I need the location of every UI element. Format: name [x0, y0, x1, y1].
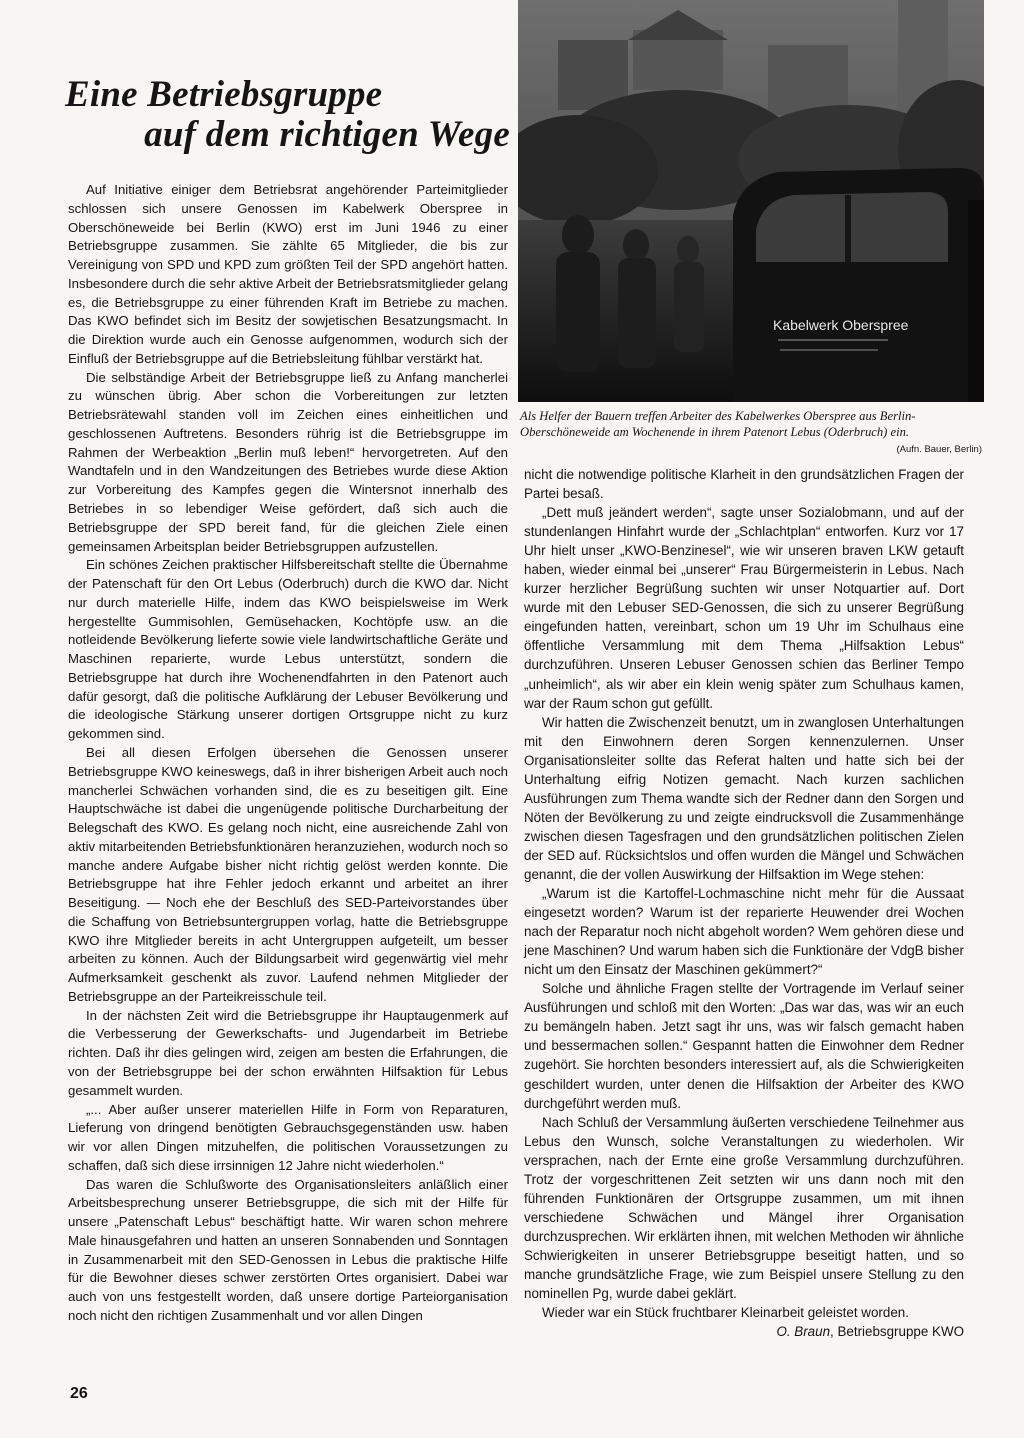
truck-lettering: Kabelwerk Oberspree [773, 317, 909, 333]
paragraph: „Warum ist die Kartoffel-Lochmaschine nicht mehr für die Aussaat eingesetzt worden? Warum ist der reparierte Heuwender drei Wochen nach der Reparatur noch nicht abgeholt worden? Wem gehören diese und jene Maschinen? Und warum haben sich die Funktionäre der VdgB bisher nicht um den Einsatz der Maschinen gekümmert?“ [524, 886, 964, 978]
paragraph: Wieder war ein Stück fruchtbarer Kleinarbeit geleistet worden. [542, 1305, 909, 1321]
paragraph: nicht die notwendige politische Klarheit in den grundsätzlichen Fragen der Partei besaß. [524, 467, 964, 502]
paragraph: „... Aber außer unserer materiellen Hilfe in Form von Reparaturen, Lieferung von dringend benötigten Gebrauchsgegenständen usw. haben wir vor allen Dingen mitzuhelfen, die politischen Voraussetzungen zu schaffen, daß sich diese irrsinnigen 12 Jahre nicht wiederholen.“ [68, 1101, 508, 1173]
signature-author: O. Braun [776, 1324, 831, 1340]
photo-caption-text: Als Helfer der Bauern treffen Arbeiter des Kabelwerkes Oberspree aus Berlin-Oberschöneweide am Wochenende in ihrem Patenort Lebus (Oderbruch) ein. [520, 409, 916, 439]
article-column-left [68, 181, 508, 1326]
paragraph: „Dett muß jeändert werden“, sagte unser Sozialobmann, und auf der stundenlangen Hinfahrt wurde der „Schlachtplan“ entworfen. Kurz vor 17 Uhr hielt unser „KWO-Benzinesel“, wie wir unseren braven LKW getauft haben, wieder einmal bei „unserer“ Frau Bürgermeisterin in Lebus. Nach kurzer herzlicher Begrüßung suchten wir unser Notquartier auf. Dort wurde mit den Lebuser SED-Genossen, die sich zu unserer Begrüßung eingefunden hatten, vereinbart, schon um 19 Uhr im Schulhaus eine öffentliche Versammlung mit dem Thema „Hilfsaktion Lebus“ durchzuführen. Unseren Lebuser Genossen schien das Berliner Tempo „unheimlich“, als wir aber ein klein wenig später zum Schulhaus kamen, war der Raum schon gut gefüllt. [524, 505, 964, 711]
title-line-2: auf dem richtigen Wege [144, 114, 510, 155]
paragraph: Nach Schluß der Versammlung äußerten verschiedene Teilnehmer aus Lebus den Wunsch, solche Veranstaltungen zu wiederholen. Wir versprachen, nach der Ernte eine große Versammlung durchzuführen. Trotz der vorgeschrittenen Zeit setzten wir uns dann noch mit den führenden Funktionären der Ortsgruppe zusammen, um mit ihnen verschiedene Schwächen und Mängel ihrer Organisation durchzusprechen. Wir erklärten ihnen, mit welchen Methoden wir ähnliche Schwierigkeiten in unserer Betriebsgruppe beseitigt hatten, und so manche grundsätzliche Frage, wie zum Beispiel unsere Stellung zu den nominellen Pg, wurde dabei geklärt. [524, 1114, 964, 1302]
article-photo [518, 0, 984, 402]
article-title [40, 75, 510, 155]
paragraph: Wir hatten die Zwischenzeit benutzt, um in zwanglosen Unterhaltungen mit den Einwohnern deren Sorgen kennenzulernen. Unser Organisationsleiter sollte das Referat halten und hatte sich bei der Unterhaltung eifrig Notizen gemacht. Nach kurzen sachlichen Ausführungen zum Thema wandte sich der Redner dann den Sorgen und Nöten der Bevölkerung zu und zeigte eindrucksvoll die Zusammenhänge zwischen diesen Tagesfragen und den grundsätzlichen politischen Zielen der SED auf. Rücksichtslos und offen wurden die Mängel und Schwächen genannt, die der vollen Auswirkung der Hilfsaktion im Wege stehen: [524, 714, 964, 882]
article-signature [524, 1322, 964, 1341]
page-number: 26 [70, 1385, 88, 1402]
article-column-right [524, 465, 964, 1341]
paragraph: Das waren die Schlußworte des Organisationsleiters anläßlich einer Arbeitsbesprechung unserer Betriebsgruppe, die sich mit der Hilfe für unsere „Patenschaft Lebus“ beschäftigt hatte. Wir waren schon mehrere Male hinausgefahren und hatten an unseren Sonnabenden und Sonntagen in Zusammenarbeit mit den SED-Genossen in Lebus die praktische Hilfe für die Bewohner dieses schwer zerstörten Ortes organisiert. Dabei war auch von uns festgestellt worden, daß unsere dortige Parteiorganisation noch nicht den richtigen Zusammenhalt und vor allen Dingen [68, 1176, 508, 1323]
title-line-1: Eine Betriebsgruppe [65, 74, 383, 115]
paragraph: Die selbständige Arbeit der Betriebsgruppe ließ zu Anfang mancherlei zu wünschen übrig. Aber schon die Vorbereitungen zur letzten Betriebsrätewahl standen voll im Zeichen eines einheitlichen und geschlossenen Auftretens. Besonders rührig ist die Betriebsgruppe im Rahmen der Werbeaktion „Berlin muß leben!“ hervorgetreten. Auf den Wandtafeln und in den Wandzeitungen des Betriebes wurde diese Aktion zur Vorbereitung des Kampfes gegen die Wintersnot innerhalb des Betriebes in so lebendiger Weise gefördert, daß sich auch die Betriebsgruppe der SPD bereit fand, für die gleichen Ziele einen gemeinsamen Arbeitsplan beider Betriebsgruppen aufzustellen. [68, 369, 508, 554]
paragraph: In der nächsten Zeit wird die Betriebsgruppe ihr Hauptaugenmerk auf die Verbesserung der Gewerkschafts- und Jugendarbeit im Betriebe richten. Daß ihr dies gelingen wird, zeigen am besten die Erfahrungen, die von der Betriebsgruppe bei der schon erwähnten Hilfsaktion für Lebus gesammelt wurden. [68, 1007, 508, 1098]
photo-caption [520, 408, 982, 458]
paragraph: Bei all diesen Erfolgen übersehen die Genossen unserer Betriebsgruppe KWO keineswegs, daß in ihrer bisherigen Arbeit auch noch mancherlei Schwächen vorhanden sind, die es zu beseitigen gilt. Eine Hauptschwäche ist dabei die ungenügende politische Durcharbeitung der Belegschaft des KWO. Es gelang noch nicht, eine ausreichende Zahl von aktiv mitarbeitenden Betriebsfunktionären heranzuziehen, wodurch noch so manche andere Aufgabe bisher nicht richtig gelöst werden konnte. Die Betriebsgruppe hat ihre Fehler jedoch erkannt und arbeitet an ihrer Beseitigung. — Noch ehe der Beschluß des SED-Parteivorstandes über die Schaffung von Betriebsuntergruppen vorlag, hatte die Betriebsgruppe KWO ihre Mitglieder bereits in acht Untergruppen aufgeteilt, um besser arbeiten zu können. Auch der Bildungsarbeit wird gegenwärtig viel mehr Aufmerksamkeit geschenkt als zuvor. Laufend nehmen Mitglieder der Betriebsgruppe an der Parteikreisschule teil. [68, 744, 508, 1004]
signature-group: , Betriebsgruppe KWO [830, 1324, 964, 1340]
paragraph: Ein schönes Zeichen praktischer Hilfsbereitschaft stellte die Übernahme der Patenschaft für den Ort Lebus (Oderbruch) durch die KWO dar. Nicht nur durch materielle Hilfe, indem das KWO beispielsweise im Werk hergestellte Gummisohlen, Gemüsehacken, Kochtöpfe usw. an die notleidende Bevölkerung lieferte sowie viele landwirtschaftliche Geräte und Maschinen reparierte, wurde Lebus unterstützt, sondern die Betriebsgruppe hat durch ihre Wochenendfahrten in den Patenort auch dafür gesorgt, daß die politische Aufklärung der Lebuser Bevölkerung und die ideologische Stärkung unserer dortigen Ortsgruppe nicht zu kurz gekommen sind. [68, 557, 508, 742]
paragraph: Auf Initiative einiger dem Betriebsrat angehörender Parteimitglieder schlossen sich unsere Genossen im Kabelwerk Oberspree in Oberschöneweide bei Berlin (KWO) erst im Juni 1946 zu einer Betriebsgruppe zusammen. Sie zählte 65 Mitglieder, die bis zur Vereinigung von SPD und KPD zum größten Teil der SPD angehört hatten. Insbesondere durch die sehr aktive Arbeit der Betriebsratsmitglieder gelang es, die Betriebsgruppe zu einer führenden Kraft im Betriebe zu machen. Das KWO befindet sich im Besitz der sowjetischen Besatzungsmacht. In die Direktion wurde auch ein Genosse aufgenommen, wodurch sich der Einfluß der Betriebsgruppe auf die Betriebsleitung fühlbar verstärkt hat. [68, 182, 508, 366]
photo-credit: (Aufn. Bauer, Berlin) [896, 444, 982, 455]
paragraph: Solche und ähnliche Fragen stellte der Vortragende im Verlauf seiner Ausführungen und schloß mit den Worten: „Das war das, was wir an euch zu bemängeln haben. Jetzt sagt ihr uns, was wir falsch gemacht haben und bessermachen sollen.“ Gespannt hatten die Einwohner dem Redner zugehört. Sie horchten besonders interessiert auf, als die Schwierigkeiten geschildert wurden, unter denen die Hilfsaktion der Arbeiter des KWO durchgeführt werden muß. [524, 981, 964, 1111]
